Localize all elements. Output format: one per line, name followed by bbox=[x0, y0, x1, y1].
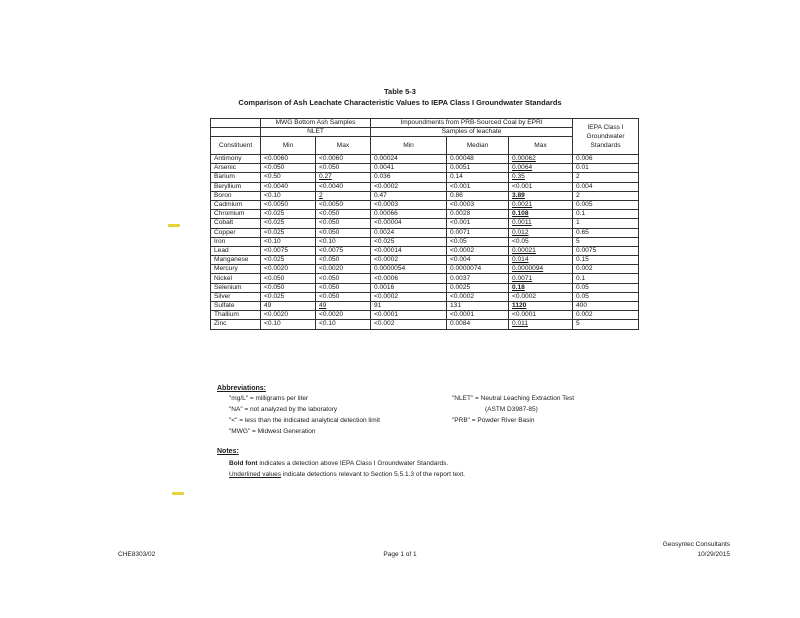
cell-min2: <0.0002 bbox=[371, 182, 447, 191]
cell-median: 131 bbox=[447, 302, 509, 311]
cell-median: 0.0084 bbox=[447, 320, 509, 329]
cell-min2: 0.0041 bbox=[371, 164, 447, 173]
cell-max1: <0.10 bbox=[316, 320, 371, 329]
cell-min2: 0.036 bbox=[371, 173, 447, 182]
cell-min1: <0.0020 bbox=[261, 265, 316, 274]
abbr-mwg: "MWG" = Midwest Generation bbox=[229, 428, 316, 435]
header-max-1: Max bbox=[316, 137, 371, 155]
cell-min1: <0.050 bbox=[261, 164, 316, 173]
table-number: Table 5-3 bbox=[384, 87, 416, 96]
cell-standard: 0.15 bbox=[573, 256, 639, 265]
cell-min2: <0.00004 bbox=[371, 219, 447, 228]
table-row bbox=[211, 155, 639, 164]
cell-max2: 0.108 bbox=[509, 210, 573, 219]
cell-max2: 0.014 bbox=[509, 256, 573, 265]
cell-min1: <0.10 bbox=[261, 237, 316, 246]
cell-min1: <0.0040 bbox=[261, 182, 316, 191]
cell-median: <0.001 bbox=[447, 182, 509, 191]
cell-max1: <0.050 bbox=[316, 164, 371, 173]
cell-standard: 2 bbox=[573, 191, 639, 200]
cell-median: <0.0001 bbox=[447, 311, 509, 320]
table-title: Comparison of Ash Leachate Characteristic Values to IEPA Class I Groundwater Standards bbox=[238, 98, 562, 107]
cell-min1: 49 bbox=[261, 302, 316, 311]
cell-max1: <0.050 bbox=[316, 210, 371, 219]
cell-min2: 0.00066 bbox=[371, 210, 447, 219]
cell-max1: <0.050 bbox=[316, 292, 371, 301]
table-row bbox=[211, 283, 639, 292]
cell-standard: 5 bbox=[573, 320, 639, 329]
cell-max2: 0.0064 bbox=[509, 164, 573, 173]
cell-max1: <0.0075 bbox=[316, 246, 371, 255]
cell-median: 0.0028 bbox=[447, 210, 509, 219]
cell-standard: 0.05 bbox=[573, 283, 639, 292]
cell-min1: <0.025 bbox=[261, 256, 316, 265]
cell-standard: 0.002 bbox=[573, 265, 639, 274]
header-blank bbox=[211, 119, 261, 128]
table-row bbox=[211, 274, 639, 283]
cell-min2: <0.002 bbox=[371, 320, 447, 329]
cell-max1: <0.050 bbox=[316, 274, 371, 283]
cell-constituent: Sulfate bbox=[211, 302, 261, 311]
cell-constituent: Zinc bbox=[211, 320, 261, 329]
cell-min1: <0.0060 bbox=[261, 155, 316, 164]
cell-max2: 0.0000094 bbox=[509, 265, 573, 274]
note-underline bbox=[229, 471, 465, 478]
cell-min1: <0.10 bbox=[261, 320, 316, 329]
table-row bbox=[211, 173, 639, 182]
table-row bbox=[211, 292, 639, 301]
cell-max2: 3.89 bbox=[509, 191, 573, 200]
cell-constituent: Nickel bbox=[211, 274, 261, 283]
cell-constituent: Manganese bbox=[211, 256, 261, 265]
cell-max1: 2 bbox=[316, 191, 371, 200]
note-underline-label: Underlined values bbox=[229, 471, 282, 478]
cell-min2: <0.00014 bbox=[371, 246, 447, 255]
cell-constituent: Silver bbox=[211, 292, 261, 301]
cell-median: 0.14 bbox=[447, 173, 509, 182]
cell-max2: 0.00062 bbox=[509, 155, 573, 164]
cell-min2: 0.0016 bbox=[371, 283, 447, 292]
cell-max1: <0.0060 bbox=[316, 155, 371, 164]
header-min-2: Min bbox=[371, 137, 447, 155]
cell-min1: <0.10 bbox=[261, 191, 316, 200]
header-max-2: Max bbox=[509, 137, 573, 155]
cell-standard: 1 bbox=[573, 219, 639, 228]
cell-standard: 0.65 bbox=[573, 228, 639, 237]
cell-max2: <0.0002 bbox=[509, 292, 573, 301]
cell-standard: 0.01 bbox=[573, 164, 639, 173]
cell-max1: <0.050 bbox=[316, 219, 371, 228]
cell-min1: <0.025 bbox=[261, 210, 316, 219]
abbreviations-heading: Abbreviations: bbox=[217, 385, 267, 392]
cell-median: <0.0002 bbox=[447, 246, 509, 255]
cell-median: 0.0071 bbox=[447, 228, 509, 237]
cell-max1: <0.0020 bbox=[316, 311, 371, 320]
document-id: CHE8303/02 bbox=[118, 551, 156, 558]
cell-constituent: Thallium bbox=[211, 311, 261, 320]
note-underline-text: indicate detections relevant to Section 5.5.1.3 of the report text. bbox=[281, 471, 465, 478]
cell-standard: 400 bbox=[573, 302, 639, 311]
cell-median: 0.0051 bbox=[447, 164, 509, 173]
cell-max2: 0.012 bbox=[509, 228, 573, 237]
table-row bbox=[211, 228, 639, 237]
cell-median: 0.86 bbox=[447, 191, 509, 200]
cell-standard: 0.05 bbox=[573, 292, 639, 301]
abbr-astm: (ASTM D3987-85) bbox=[485, 406, 538, 413]
cell-constituent: Mercury bbox=[211, 265, 261, 274]
cell-constituent: Lead bbox=[211, 246, 261, 255]
cell-median: <0.0003 bbox=[447, 200, 509, 209]
cell-constituent: Cobalt bbox=[211, 219, 261, 228]
cell-min2: 0.0000054 bbox=[371, 265, 447, 274]
cell-min1: <0.050 bbox=[261, 274, 316, 283]
cell-max1: <0.0020 bbox=[316, 265, 371, 274]
cell-median: <0.0002 bbox=[447, 292, 509, 301]
cell-median: 0.0025 bbox=[447, 283, 509, 292]
cell-min2: <0.0002 bbox=[371, 292, 447, 301]
cell-standard: 0.0075 bbox=[573, 246, 639, 255]
header-epri: Impoundments from PRB-Sourced Coal by EPRI bbox=[371, 119, 573, 128]
company-name: Geosyntec Consultants bbox=[662, 541, 730, 548]
cell-median: 0.0037 bbox=[447, 274, 509, 283]
notes-heading: Notes: bbox=[217, 448, 239, 455]
cell-median: <0.004 bbox=[447, 256, 509, 265]
cell-min2: <0.0001 bbox=[371, 311, 447, 320]
header-constituent: Constituent bbox=[211, 137, 261, 155]
cell-min1: <0.025 bbox=[261, 219, 316, 228]
cell-max2: 0.011 bbox=[509, 320, 573, 329]
cell-max2: 1120 bbox=[509, 302, 573, 311]
abbr-na: "NA" = not analyzed by the laboratory bbox=[229, 406, 338, 413]
table-row bbox=[211, 246, 639, 255]
cell-constituent: Cadmium bbox=[211, 200, 261, 209]
cell-max1: <0.050 bbox=[316, 256, 371, 265]
cell-min2: <0.0003 bbox=[371, 200, 447, 209]
abbreviations-list bbox=[229, 393, 380, 437]
cell-min1: <0.0050 bbox=[261, 200, 316, 209]
cell-max1: <0.10 bbox=[316, 237, 371, 246]
cell-min2: 0.00024 bbox=[371, 155, 447, 164]
abbr-lt: "<" = less than the indicated analytical detection limit bbox=[229, 417, 380, 424]
document-date: 10/29/2015 bbox=[697, 551, 730, 558]
cell-max2: 0.0071 bbox=[509, 274, 573, 283]
page-number: Page 1 of 1 bbox=[383, 551, 417, 558]
cell-standard: 0.1 bbox=[573, 274, 639, 283]
cell-min1: <0.50 bbox=[261, 173, 316, 182]
cell-min2: 91 bbox=[371, 302, 447, 311]
cell-max2: 0.00021 bbox=[509, 246, 573, 255]
cell-max1: <0.050 bbox=[316, 228, 371, 237]
cell-constituent: Beryllium bbox=[211, 182, 261, 191]
cell-max1: 0.27 bbox=[316, 173, 371, 182]
cell-max2: 0.35 bbox=[509, 173, 573, 182]
cell-constituent: Chromium bbox=[211, 210, 261, 219]
note-bold-label: Bold font bbox=[229, 460, 258, 467]
cell-constituent: Antimony bbox=[211, 155, 261, 164]
header-blank-2 bbox=[211, 128, 261, 137]
cell-max2: 0.18 bbox=[509, 283, 573, 292]
cell-max1: <0.050 bbox=[316, 283, 371, 292]
cell-constituent: Arsenic bbox=[211, 164, 261, 173]
cell-median: 0.00048 bbox=[447, 155, 509, 164]
cell-standard: 0.004 bbox=[573, 182, 639, 191]
cell-min1: <0.025 bbox=[261, 228, 316, 237]
cell-standard: 0.005 bbox=[573, 200, 639, 209]
table-row bbox=[211, 219, 639, 228]
table-row bbox=[211, 265, 639, 274]
cell-standard: 0.002 bbox=[573, 311, 639, 320]
cell-min1: <0.050 bbox=[261, 283, 316, 292]
cell-min2: 0.0024 bbox=[371, 228, 447, 237]
leachate-table bbox=[210, 118, 639, 330]
table-row bbox=[211, 200, 639, 209]
cell-standard: 2 bbox=[573, 173, 639, 182]
cell-median: <0.05 bbox=[447, 237, 509, 246]
cell-median: <0.001 bbox=[447, 219, 509, 228]
header-mwg: MWG Bottom Ash Samples bbox=[261, 119, 371, 128]
table-row bbox=[211, 311, 639, 320]
table-row bbox=[211, 302, 639, 311]
cell-constituent: Barium bbox=[211, 173, 261, 182]
cell-min2: 0.47 bbox=[371, 191, 447, 200]
cell-max1: <0.0050 bbox=[316, 200, 371, 209]
cell-min2: <0.0006 bbox=[371, 274, 447, 283]
note-bold-text: indicates a detection above IEPA Class I Groundwater Standards. bbox=[257, 460, 449, 467]
header-samples: Samples of leachate bbox=[371, 128, 573, 137]
table-row bbox=[211, 164, 639, 173]
cell-standard: 0.006 bbox=[573, 155, 639, 164]
note-bold bbox=[229, 460, 448, 467]
cell-standard: 5 bbox=[573, 237, 639, 246]
cell-min2: <0.0002 bbox=[371, 256, 447, 265]
cell-max1: 49 bbox=[316, 302, 371, 311]
cell-max2: <0.0001 bbox=[509, 311, 573, 320]
cell-min2: <0.025 bbox=[371, 237, 447, 246]
table-row bbox=[211, 191, 639, 200]
highlight-mark bbox=[168, 224, 180, 227]
cell-max2: 0.0021 bbox=[509, 200, 573, 209]
header-nlet: NLET bbox=[261, 128, 371, 137]
table-row bbox=[211, 256, 639, 265]
cell-min1: <0.0020 bbox=[261, 311, 316, 320]
table-row bbox=[211, 210, 639, 219]
cell-median: 0.0000074 bbox=[447, 265, 509, 274]
table-body bbox=[211, 155, 639, 330]
cell-max2: <0.001 bbox=[509, 182, 573, 191]
header-iepa: IEPA Class I Groundwater Standards bbox=[573, 119, 639, 155]
abbr-nlet: "NLET" = Neutral Leaching Extraction Test bbox=[452, 395, 575, 402]
table-row bbox=[211, 182, 639, 191]
cell-constituent: Iron bbox=[211, 237, 261, 246]
cell-standard: 0.1 bbox=[573, 210, 639, 219]
cell-constituent: Copper bbox=[211, 228, 261, 237]
cell-max2: <0.05 bbox=[509, 237, 573, 246]
header-median: Median bbox=[447, 137, 509, 155]
abbr-mgl: "mg/L" = milligrams per liter bbox=[229, 395, 309, 402]
abbr-prb: "PRB" = Powder River Basin bbox=[452, 417, 535, 424]
cell-min1: <0.0075 bbox=[261, 246, 316, 255]
cell-max2: 0.0011 bbox=[509, 219, 573, 228]
highlight-mark bbox=[172, 492, 184, 495]
cell-constituent: Selenium bbox=[211, 283, 261, 292]
cell-constituent: Boron bbox=[211, 191, 261, 200]
header-min-1: Min bbox=[261, 137, 316, 155]
table-row bbox=[211, 237, 639, 246]
table-row bbox=[211, 320, 639, 329]
cell-min1: <0.025 bbox=[261, 292, 316, 301]
cell-max1: <0.0040 bbox=[316, 182, 371, 191]
